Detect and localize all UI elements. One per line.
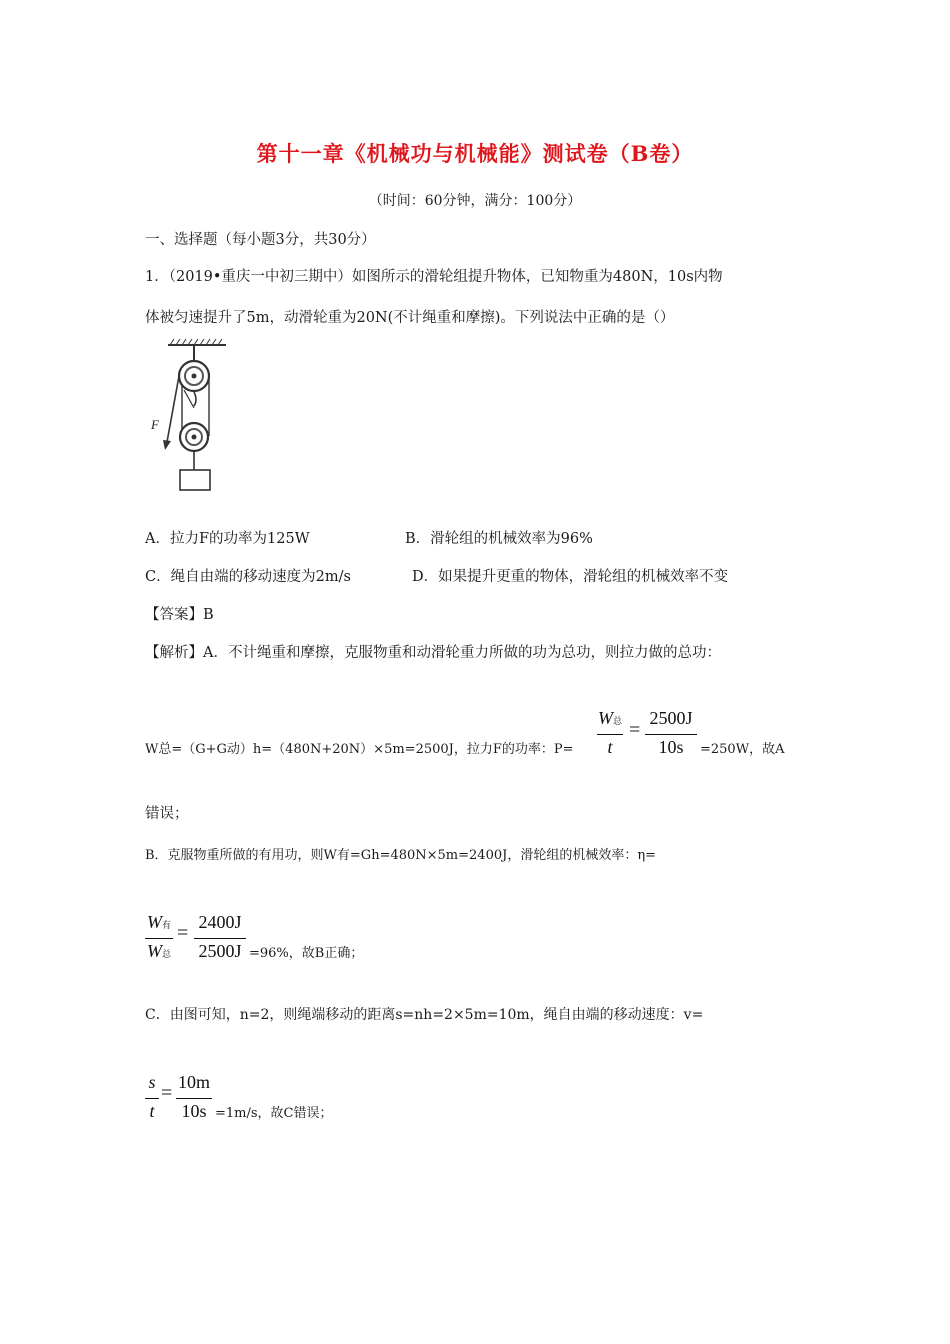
analysis-intro: 【解析】A．不计绳重和摩擦，克服物重和动滑轮重力所做的功为总功，则拉力做的总功： bbox=[145, 645, 721, 661]
equals-sign: = bbox=[161, 1082, 173, 1104]
analysis-a-cont: 错误； bbox=[145, 806, 189, 822]
answer-line: 【答案】B bbox=[145, 607, 214, 623]
analysis-b-line: B．克服物重所做的有用功，则W有=Gh=480N×5m=2400J，滑轮组的机械效率：η= bbox=[145, 848, 657, 863]
analysis-b-tail: =96%，故B正确； bbox=[249, 946, 364, 961]
pulley-figure bbox=[148, 336, 238, 498]
fraction-w-over-t: W总 t bbox=[597, 708, 622, 757]
question-line-2: 体被匀速提升了5m，动滑轮重为20N(不计绳重和摩擦)。下列说法中正确的是（） bbox=[145, 310, 675, 326]
fraction-2500-over-10: 2500J 10s bbox=[645, 708, 697, 760]
exam-info: （时间：60分钟，满分：100分） bbox=[368, 193, 582, 209]
option-c: C．绳自由端的移动速度为2m/s bbox=[145, 569, 351, 585]
analysis-c-tail: =1m/s，故C错误； bbox=[215, 1106, 333, 1121]
analysis-a-tail: =250W，故A bbox=[700, 742, 785, 757]
analysis-a-line: W总=（G+G动）h=（480N+20N）×5m=2500J，拉力F的功率：P= bbox=[145, 742, 574, 757]
section-heading: 一、选择题（每小题3分，共30分） bbox=[145, 232, 376, 248]
document-title: 第十一章《机械功与机械能》测试卷（B卷） bbox=[256, 141, 694, 166]
equals-sign: = bbox=[629, 719, 641, 741]
fraction-2400-over-2500: 2400J 2500J bbox=[194, 912, 246, 964]
fraction-s-over-t: s t bbox=[145, 1072, 159, 1124]
analysis-c-line: C．由图可知，n=2，则绳端移动的距离s=nh=2×5m=10m，绳自由端的移动速度：v= bbox=[145, 1007, 704, 1023]
option-b: B．滑轮组的机械效率为96% bbox=[405, 531, 593, 547]
equals-sign: = bbox=[177, 922, 189, 944]
fraction-wyou-over-wzong: W有 W总 bbox=[146, 912, 171, 961]
fraction-10m-over-10s: 10m 10s bbox=[177, 1072, 210, 1121]
option-a: A．拉力F的功率为125W bbox=[145, 531, 310, 547]
option-d: D．如果提升更重的物体，滑轮组的机械效率不变 bbox=[412, 569, 729, 585]
force-label: F bbox=[151, 417, 159, 432]
question-line-1: 1．（2019•重庆一中初三期中）如图所示的滑轮组提升物体，已知物重为480N，10s内物 bbox=[145, 269, 723, 285]
